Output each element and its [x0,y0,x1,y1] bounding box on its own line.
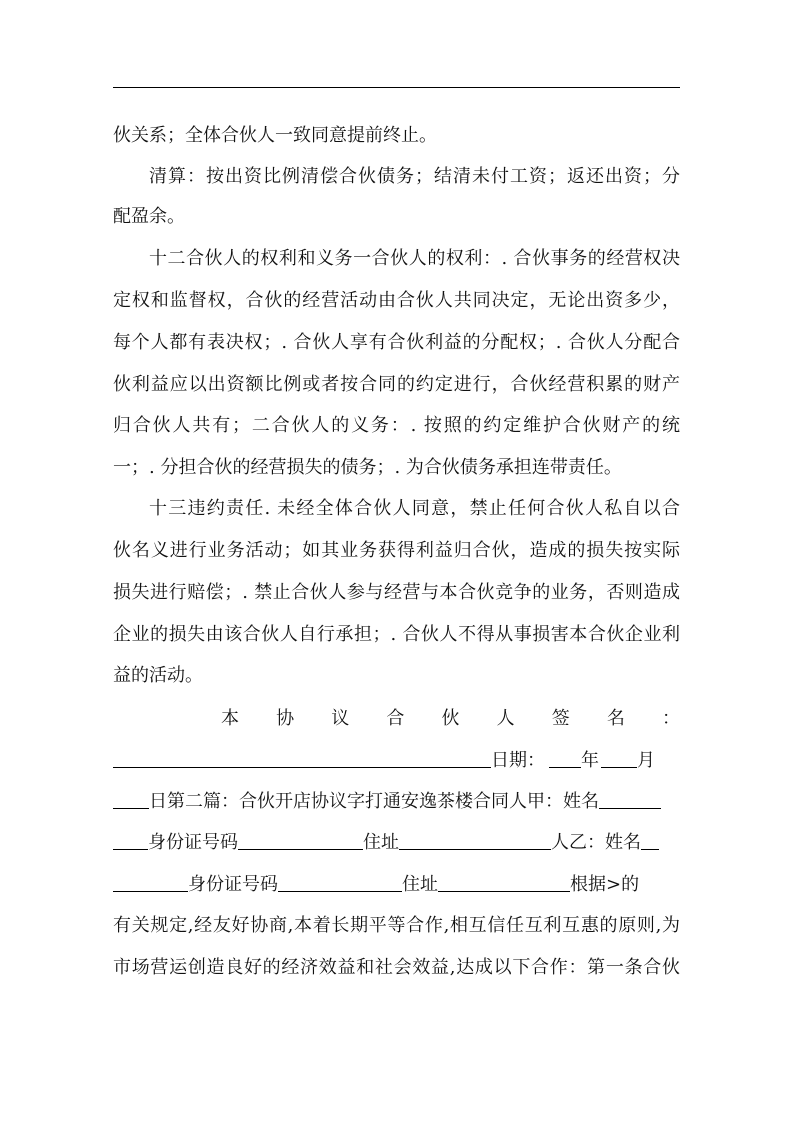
signature-char: 议 [331,708,350,729]
day-line-text: 日第二篇：合伙开店协议字打通安逸茶楼合同人甲：姓名 [149,791,599,812]
signature-heading [113,707,680,731]
id-line-b [113,873,680,897]
id-blank [238,831,363,850]
text-line: 伙利益应以出资额比例或者按合同的约定进行，合伙经营积累的财产 [113,374,680,395]
year-blank [549,749,581,768]
id-line-a [113,831,680,855]
name-blank [641,831,659,850]
signature-char: 协 [276,708,295,729]
signature-char: 合 [386,708,405,729]
text-line: 有关规定,经友好协商,本着长期平等合作,相互信任互利互惠的原则,为 [113,915,680,936]
basis-text: 根据>的 [570,874,640,895]
text-line: 十三违约责任. 未经全体合伙人同意，禁止任何合伙人私自以合 [149,498,680,519]
text-line: 清算：按出资比例清偿合伙债务；结清未付工资；返还出资；分 [149,166,680,187]
text-line: 配盈余。 [113,206,185,227]
address-label: 住址 [402,874,438,895]
name-blank [113,873,188,892]
signature-char: 伙 [441,708,460,729]
signature-char: 签 [551,708,570,729]
name-blank [599,790,661,809]
signature-char: 名 [606,708,625,729]
date-line [113,749,680,773]
id-blank [278,873,402,892]
text-line: 损失进行赔偿；. 禁止合伙人参与经营与本合伙竞争的业务，否则造成 [113,582,680,603]
month-blank [601,749,637,768]
address-label: 住址 [363,832,399,853]
text-line: 归合伙人共有；二合伙人的义务：. 按照的约定维护合伙财产的统 [113,415,680,436]
text-line: 伙名义进行业务活动；如其业务获得利益归合伙，造成的损失按实际 [113,540,680,561]
signature-blank [113,749,491,768]
party-b-label: 人乙：姓名 [551,832,641,853]
date-label: 日期： [491,750,545,771]
id-label: 身份证号码 [188,874,278,895]
text-line: 益的活动。 [113,665,203,686]
text-line: 市场营运创造良好的经济效益和社会效益,达成以下合作：第一条合伙 [113,957,680,978]
address-blank [399,831,551,850]
text-line: 伙关系；全体合伙人一致同意提前终止。 [113,125,437,146]
day-line [113,790,680,814]
text-line: 十二合伙人的权利和义务一合伙人的权利：. 合伙事务的经营权决 [149,248,680,269]
day-blank [113,790,149,809]
signature-char: 人 [496,708,515,729]
signature-char: 本 [221,708,239,729]
signature-char: ： [662,708,680,729]
text-line: 一；. 分担合伙的经营损失的债务；. 为合伙债务承担连带责任。 [113,457,622,478]
address-blank [438,873,570,892]
name-blank [113,831,148,850]
month-label: 月 [637,750,655,771]
id-label: 身份证号码 [148,832,238,853]
year-label: 年 [581,750,599,771]
text-line: 定权和监督权，合伙的经营活动由合伙人共同决定，无论出资多少， [113,290,680,311]
text-line: 每个人都有表决权；. 合伙人享有合伙利益的分配权；. 合伙人分配合 [113,332,680,353]
text-line: 企业的损失由该合伙人自行承担；. 合伙人不得从事损害本合伙企业利 [113,624,680,645]
header-rule [113,87,680,88]
